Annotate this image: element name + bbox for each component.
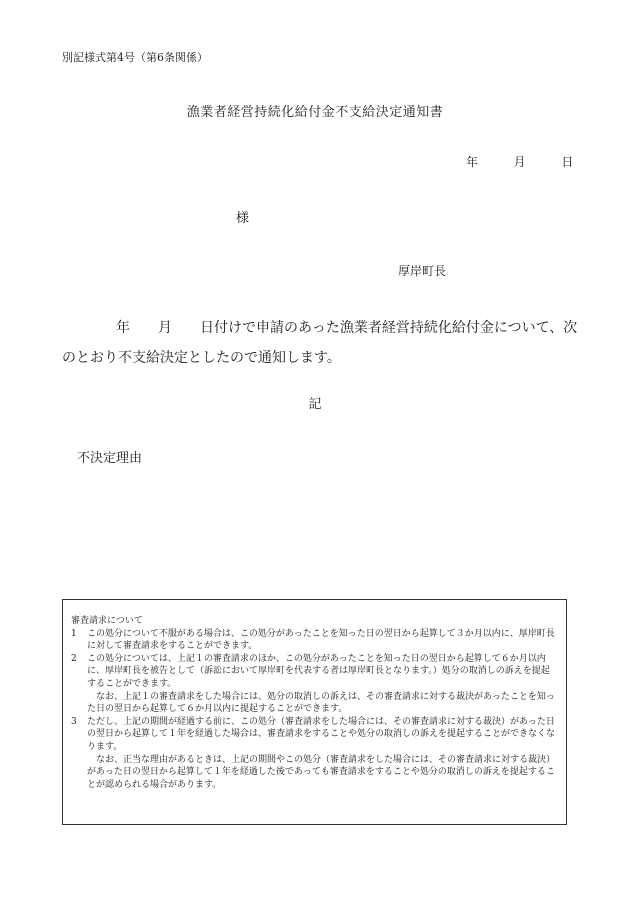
notice-item-text: ただし、上記の期間が経過する前に、この処分（審査請求をした場合には、その審査請求に対する裁決）があった日の翌日から起算して１年を経過した場合は、審査請求をすることや処分の取消しの訴えを提起することができなくなります。 bbox=[87, 716, 556, 752]
notice-item-number: 3 bbox=[71, 716, 77, 727]
sender-name: 厚岸町長 bbox=[398, 264, 447, 278]
appeal-notice-box bbox=[62, 599, 567, 825]
notice-item-text: なお、正当な理由があるときは、上記の期間やこの処分（審査請求をした場合には、その審査請求に対する裁決）があった日の翌日から起算して１年を経過した後であっても審査請求をすることや処分の取消しの訴えを提起することが認められる場合があります。 bbox=[87, 754, 556, 790]
body-line-2: のとおり不支給決定としたので通知します。 bbox=[62, 350, 341, 366]
notice-item-number: 2 bbox=[71, 653, 77, 664]
notice-item-text: この処分については、上記１の審査請求のほか、この処分があったことを知った日の翌日から起算して６か月以内に、厚岸町長を被告として（訴訟において厚岸町を代表する者は厚岸町長となります。）処分の取消しの訴えを提起することができます。 bbox=[87, 653, 550, 689]
document-title: 漁業者経営持続化給付金不支給決定通知書 bbox=[186, 105, 444, 120]
date-month: 月 bbox=[513, 155, 526, 169]
ki-heading: 記 bbox=[308, 397, 322, 412]
notice-item bbox=[71, 653, 558, 691]
recipient-suffix: 様 bbox=[236, 211, 250, 226]
form-number: 別記様式第4号（第6条関係） bbox=[62, 51, 208, 64]
notice-item-number: 1 bbox=[71, 628, 77, 639]
date-line bbox=[466, 153, 573, 170]
notice-item-text: なお、上記１の審査請求をした場合には、処分の取消しの訴えは、その審査請求に対する裁決があったことを知った日の翌日から起算して６か月以内に提起することができます。 bbox=[87, 691, 555, 715]
body-paragraph bbox=[62, 313, 582, 373]
notice-item bbox=[71, 716, 558, 754]
date-year: 年 bbox=[466, 155, 479, 169]
notice-item bbox=[71, 628, 558, 653]
notice-item-text: この処分について不服がある場合は、この処分があったことを知った日の翌日から起算して３か月以内に、厚岸町長に対して審査請求をすることができます。 bbox=[87, 628, 555, 652]
notice-heading: 審査請求について bbox=[71, 616, 143, 626]
reason-label: 不決定理由 bbox=[77, 451, 143, 466]
date-day: 日 bbox=[561, 155, 574, 169]
body-line-1: 年 月 日付けで申請のあった漁業者経営持続化給付金について、次 bbox=[116, 320, 578, 336]
